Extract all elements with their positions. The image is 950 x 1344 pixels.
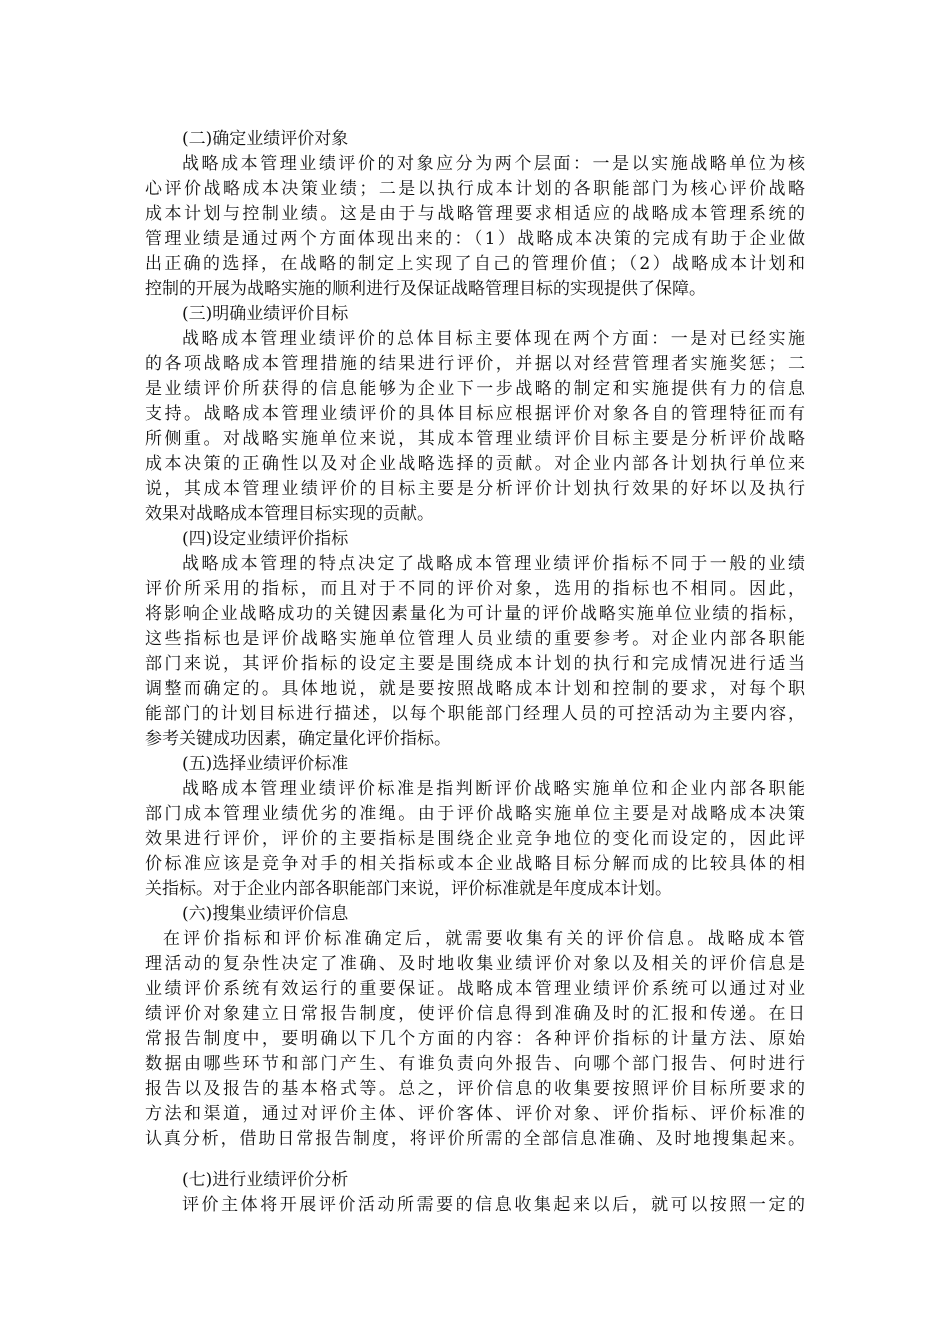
paragraph-line: 战略成本管理的特点决定了战略成本管理业绩评价指标不同于一般的业绩 [182, 554, 805, 574]
paragraph-line: 战略成本管理业绩评价的总体目标主要体现在两个方面：一是对已经实施 [182, 329, 805, 349]
paragraph-line: 成本计划与控制业绩。这是由于与战略管理要求相适应的战略成本管理系统的 [145, 204, 805, 224]
section-heading-5: (五)选择业绩评价标准 [182, 754, 349, 774]
section-heading-4: (四)设定业绩评价指标 [182, 529, 349, 549]
paragraph-line: 参考关键成功因素，确定量化评价指标。 [145, 729, 451, 749]
paragraph-line: 出正确的选择，在战略的制定上实现了自己的管理价值；（2）战略成本计划和 [145, 254, 805, 274]
paragraph-line: 报告以及报告的基本格式等。总之，评价信息的收集要按照评价目标所要求的 [145, 1079, 805, 1099]
paragraph-line: 常报告制度中，要明确以下几个方面的内容：各种评价指标的计量方法、原始 [145, 1029, 805, 1049]
paragraph-line: 控制的开展为战略实施的顺利进行及保证战略管理目标的实现提供了保障。 [145, 279, 706, 299]
paragraph-line: 绩评价对象建立日常报告制度，使评价信息得到准确及时的汇报和传递。在日 [145, 1004, 805, 1024]
paragraph-line: 方法和渠道，通过对评价主体、评价客体、评价对象、评价指标、评价标准的 [145, 1104, 805, 1124]
paragraph-line: 评价所采用的指标，而且对于不同的评价对象，选用的指标也不相同。因此， [145, 579, 805, 599]
section-heading-6: (六)搜集业绩评价信息 [182, 904, 349, 924]
section-heading-7: (七)进行业绩评价分析 [182, 1170, 349, 1190]
paragraph-line: 调整而确定的。具体地说，就是要按照战略成本计划和控制的要求，对每个职 [145, 679, 805, 699]
paragraph-line: 关指标。对于企业内部各职能部门来说，评价标准就是年度成本计划。 [145, 879, 672, 899]
paragraph-line: 成本决策的正确性以及对企业战略选择的贡献。对企业内部各计划执行单位来 [145, 454, 805, 474]
section-heading-2: (二)确定业绩评价对象 [182, 129, 349, 149]
paragraph-line: 是业绩评价所获得的信息能够为企业下一步战略的制定和实施提供有力的信息 [145, 379, 805, 399]
paragraph-line: 认真分析，借助日常报告制度，将评价所需的全部信息准确、及时地搜集起来。 [145, 1129, 805, 1149]
paragraph-line: 将影响企业战略成功的关键因素量化为可计量的评价战略实施单位业绩的指标， [145, 604, 805, 624]
paragraph-line: 管理业绩是通过两个方面体现出来的：（1）战略成本决策的完成有助于企业做 [145, 229, 805, 249]
paragraph-line: 这些指标也是评价战略实施单位管理人员业绩的重要参考。对企业内部各职能 [145, 629, 805, 649]
paragraph-line: 战略成本管理业绩评价的对象应分为两个层面：一是以实施战略单位为核 [182, 154, 805, 174]
paragraph-line: 所侧重。对战略实施单位来说，其成本管理业绩评价目标主要是分析评价战略 [145, 429, 805, 449]
paragraph-line: 支持。战略成本管理业绩评价的具体目标应根据评价对象各自的管理特征而有 [145, 404, 805, 424]
paragraph-line: 理活动的复杂性决定了准确、及时地收集业绩评价对象以及相关的评价信息是 [145, 954, 805, 974]
paragraph-line: 在评价指标和评价标准确定后，就需要收集有关的评价信息。战略成本管 [163, 929, 805, 949]
paragraph-line: 部门来说，其评价指标的设定主要是围绕成本计划的执行和完成情况进行适当 [145, 654, 805, 674]
paragraph-line: 效果对战略成本管理目标实现的贡献。 [145, 504, 434, 524]
paragraph-line: 战略成本管理业绩评价标准是指判断评价战略实施单位和企业内部各职能 [182, 779, 805, 799]
paragraph-line: 说，其成本管理业绩评价的目标主要是分析评价计划执行效果的好坏以及执行 [145, 479, 805, 499]
paragraph-line: 价标准应该是竞争对手的相关指标或本企业战略目标分解而成的比较具体的相 [145, 854, 805, 874]
paragraph-line: 评价主体将开展评价活动所需要的信息收集起来以后，就可以按照一定的 [182, 1195, 805, 1215]
paragraph-line: 部门成本管理业绩优劣的准绳。由于评价战略实施单位主要是对战略成本决策 [145, 804, 805, 824]
section-heading-3: (三)明确业绩评价目标 [182, 304, 349, 324]
paragraph-line: 心评价战略成本决策业绩；二是以执行成本计划的各职能部门为核心评价战略 [145, 179, 805, 199]
paragraph-line: 数据由哪些环节和部门产生、有谁负责向外报告、向哪个部门报告、何时进行 [145, 1054, 805, 1074]
paragraph-line: 业绩评价系统有效运行的重要保证。战略成本管理业绩评价系统可以通过对业 [145, 979, 805, 999]
paragraph-line: 效果进行评价，评价的主要指标是围绕企业竞争地位的变化而设定的，因此评 [145, 829, 805, 849]
paragraph-line: 能部门的计划目标进行描述，以每个职能部门经理人员的可控活动为主要内容， [145, 704, 805, 724]
paragraph-line: 的各项战略成本管理措施的结果进行评价，并据以对经营管理者实施奖惩；二 [145, 354, 805, 374]
